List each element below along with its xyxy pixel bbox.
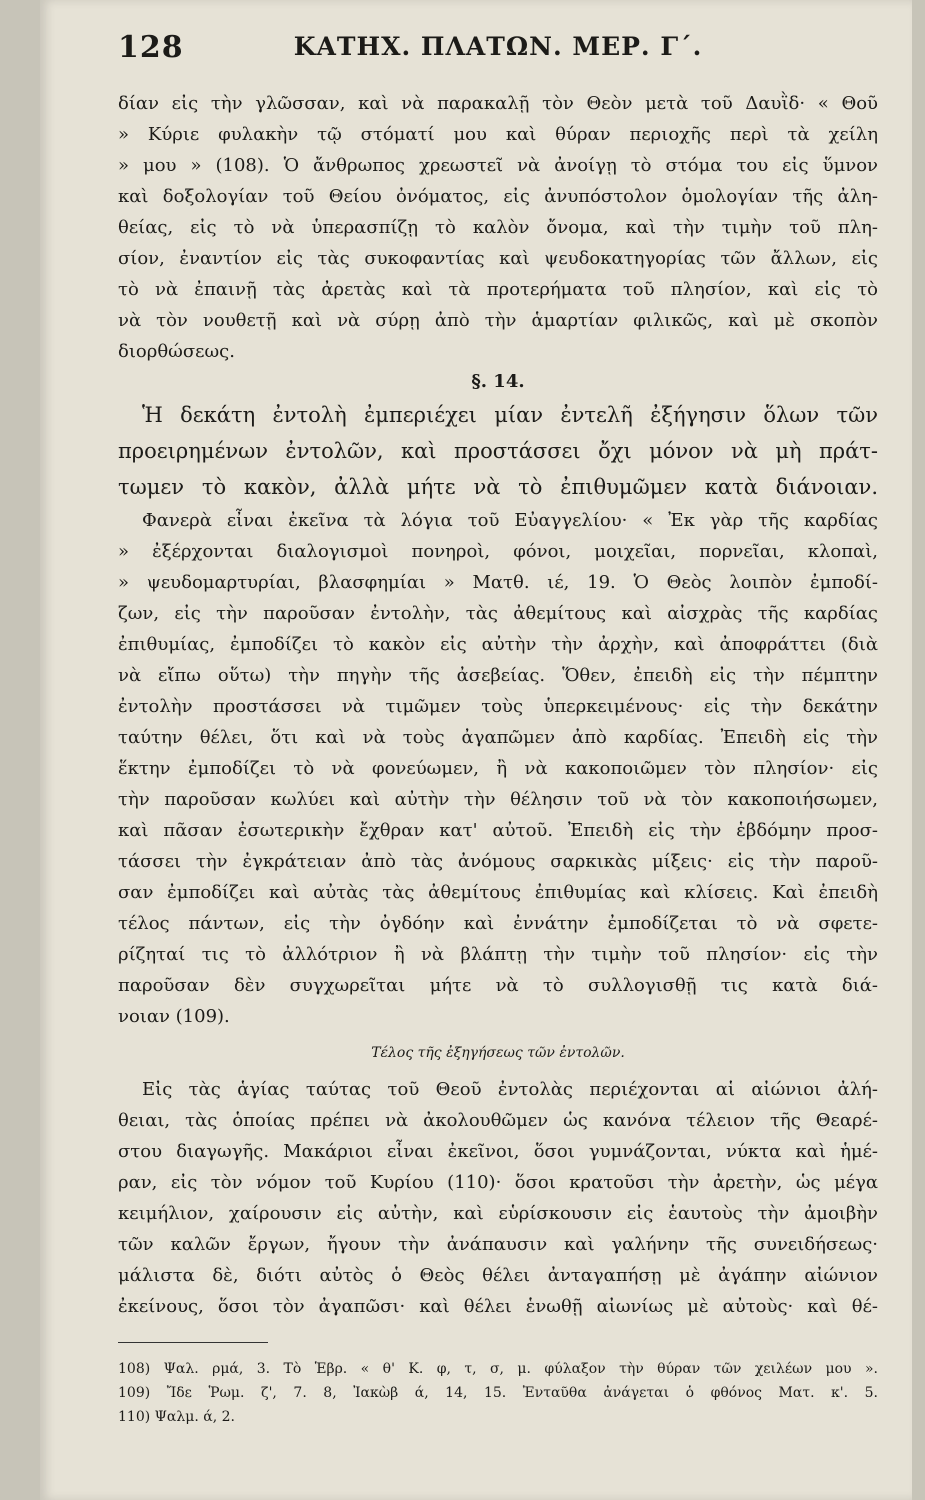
text-line: μάλιστα δὲ, διότι αὐτὸς ὁ Θεὸς θέλει ἀνταγαπήσῃ μὲ ἀγάπην αἰώνιον [118, 1265, 878, 1286]
text-line: » μου » (108). Ὁ ἄνθρωπος χρεωστεῖ νὰ ἀνοίγῃ τὸ στόμα του εἰς ὕμνον [118, 155, 878, 176]
text-line: ραν, εἰς τὸν νόμον τοῦ Κυρίου (110)· ὅσοι κρατοῦσι τὴν ἀρετὴν, ὡς μέγα [118, 1172, 878, 1193]
footnote: 110) Ψαλμ. ά, 2. [118, 1409, 235, 1425]
text-line: καὶ πᾶσαν ἐσωτερικὴν ἔχθραν κατ' αὐτοῦ. Ἐπειδὴ εἰς τὴν ἑβδόμην προσ- [118, 820, 878, 841]
footnote: 109) Ἴδε Ῥωμ. ζ', 7. 8, Ἰακὼβ ά, 14, 15. Ἐνταῦθα ἀνάγεται ὁ φθόνος Ματ. κ'. 5. [118, 1385, 878, 1401]
text-line: τὴν παροῦσαν κωλύει καὶ αὐτὴν τὴν θέλησιν τοῦ νὰ τὸν κακοποιήσωμεν, [118, 789, 878, 810]
text-line: παροῦσαν δὲν συγχωρεῖται μήτε νὰ τὸ συλλογισθῇ τις κατὰ διά- [118, 975, 878, 996]
text-line: ἐκείνους, ὅσοι τὸν ἀγαπῶσι· καὶ θέλει ἑνωθῇ αἰωνίως μὲ αὐτοὺς· καὶ θέ- [118, 1296, 878, 1317]
page-number: 128 [118, 30, 184, 65]
text-line: » ἐξέρχονται διαλογισμοὶ πονηροὶ, φόνοι, μοιχεῖαι, πορνεῖαι, κλοπαὶ, [118, 541, 878, 562]
footnote-rule [118, 1342, 268, 1343]
page-header [118, 30, 878, 74]
lead-line: τωμεν τὸ κακὸν, ἀλλὰ μήτε νὰ τὸ ἐπιθυμῶμεν κατὰ διάνοιαν. [118, 475, 878, 499]
page-body [118, 88, 878, 1429]
text-line: σαν ἐμποδίζει καὶ αὐτὰς τὰς ἀθεμίτους ἐπιθυμίας καὶ κλίσεις. Καὶ ἐπειδὴ [118, 882, 878, 903]
text-line: ἐντολὴν προστάσσει νὰ τιμῶμεν τοὺς ὑπερκειμένους· εἰς τὴν δεκάτην [118, 696, 878, 717]
text-line: τέλος πάντων, εἰς τὴν ὀγδόην καὶ ἐννάτην ἐμποδίζεται τὸ νὰ σφετε- [118, 913, 878, 934]
text-line: ἐπιθυμίας, ἐμποδίζει τὸ κακὸν εἰς αὐτὴν τὴν ἀρχὴν, καὶ ἀποφράττει (διὰ [118, 634, 878, 655]
text-line: νὰ τὸν νουθετῇ καὶ νὰ σύρῃ ἀπὸ τὴν ἁμαρτίαν φιλικῶς, καὶ μὲ σκοπὸν [118, 310, 878, 331]
book-page [40, 0, 912, 1500]
end-heading: Τέλος τῆς ἐξηγήσεως τῶν ἐντολῶν. [371, 1045, 625, 1061]
text-line: » Κύριε φυλακὴν τῷ στόματί μου καὶ θύραν περιοχῆς περὶ τὰ χείλη [118, 124, 878, 145]
running-title: ΚΑΤΗΧ. ΠΛΑΤΩΝ. ΜΕΡ. Γ΄. [293, 32, 703, 61]
text-line: τὸ νὰ ἐπαινῇ τὰς ἀρετὰς καὶ τὰ προτερήματα τοῦ πλησίον, καὶ εἰς τὸ [118, 279, 878, 300]
text-line: Φανερὰ εἶναι ἐκεῖνα τὰ λόγια τοῦ Εὐαγγελίου· « Ἐκ γὰρ τῆς καρδίας [142, 510, 878, 531]
text-line: » ψευδομαρτυρίαι, βλασφημίαι » Ματθ. ιέ, 19. Ὁ Θεὸς λοιπὸν ἐμποδί- [118, 572, 878, 593]
text-line: νὰ εἴπω οὕτω) τὴν πηγὴν τῆς ἀσεβείας. Ὅθεν, ἐπειδὴ εἰς τὴν πέμπτην [118, 665, 878, 686]
text-line: διορθώσεως. [118, 341, 235, 362]
text-line: θείας, εἰς τὸ νὰ ὑπερασπίζῃ τὸ καλὸν ὄνομα, καὶ τὴν τιμὴν τοῦ πλη- [118, 217, 878, 238]
text-line: στου διαγωγῆς. Μακάριοι εἶναι ἐκεῖνοι, ὅσοι γυμνάζονται, νύκτα καὶ ἡμέ- [118, 1141, 878, 1162]
text-line: ταύτην θέλει, ὅτι καὶ νὰ τοὺς ἀγαπῶμεν ἀπὸ καρδίας. Ἐπειδὴ εἰς τὴν [118, 727, 878, 748]
footnote: 108) Ψαλ. ρμά, 3. Τὸ Ἑβρ. « θ' Κ. φ, τ, σ, μ. φύλαξον τὴν θύραν τῶν χειλέων μου ». [118, 1361, 878, 1377]
text-line: καὶ δοξολογίαν τοῦ Θείου ὀνόματος, εἰς ἀνυπόστολον ὁμολογίαν τῆς ἀλη- [118, 186, 878, 207]
section-heading: §. 14. [471, 371, 525, 392]
text-line: ἕκτην ἐμποδίζει τὸ νὰ φονεύωμεν, ἢ νὰ κακοποιῶμεν τὸν πλησίον· εἰς [118, 758, 878, 779]
text-line: ρίζηταί τις τὸ ἀλλότριον ἢ νὰ βλάπτῃ τὴν τιμὴν τοῦ πλησίον· εἰς τὴν [118, 944, 878, 965]
lead-line: Ἡ δεκάτη ἐντολὴ ἐμπεριέχει μίαν ἐντελῆ ἐξήγησιν ὅλων τῶν [142, 403, 878, 427]
text-line: Εἰς τὰς ἁγίας ταύτας τοῦ Θεοῦ ἐντολὰς περιέχονται αἱ αἰώνιοι ἀλή- [142, 1079, 878, 1100]
text-line: κειμήλιον, χαίρουσιν εἰς αὐτὴν, καὶ εὑρίσκουσιν εἰς ἑαυτοὺς τὴν ἀμοιβὴν [118, 1203, 878, 1224]
text-line: ζων, εἰς τὴν παροῦσαν ἐντολὴν, τὰς ἀθεμίτους καὶ αἰσχρὰς τῆς καρδίας [118, 603, 878, 624]
text-line: τάσσει τὴν ἐγκράτειαν ἀπὸ τὰς ἀνόμους σαρκικὰς μίξεις· εἰς τὴν παροῦ- [118, 851, 878, 872]
text-line: τῶν καλῶν ἔργων, ἤγουν τὴν ἀνάπαυσιν καὶ γαλήνην τῆς συνειδήσεως· [118, 1234, 878, 1255]
text-line: δίαν εἰς τὴν γλῶσσαν, καὶ νὰ παρακαλῇ τὸν Θεὸν μετὰ τοῦ Δαυῒδ· « Θοῦ [118, 93, 878, 114]
text-line: νοιαν (109). [118, 1006, 230, 1027]
text-line: θειαι, τὰς ὁποίας πρέπει νὰ ἀκολουθῶμεν ὡς κανόνα τέλειον τῆς Θεαρέ- [118, 1110, 878, 1131]
lead-line: προειρημένων ἐντολῶν, καὶ προστάσσει ὄχι μόνον νὰ μὴ πράτ- [118, 439, 878, 463]
text-line: σίον, ἐναντίον εἰς τὰς συκοφαντίας καὶ ψευδοκατηγορίας τῶν ἄλλων, εἰς [118, 248, 878, 269]
